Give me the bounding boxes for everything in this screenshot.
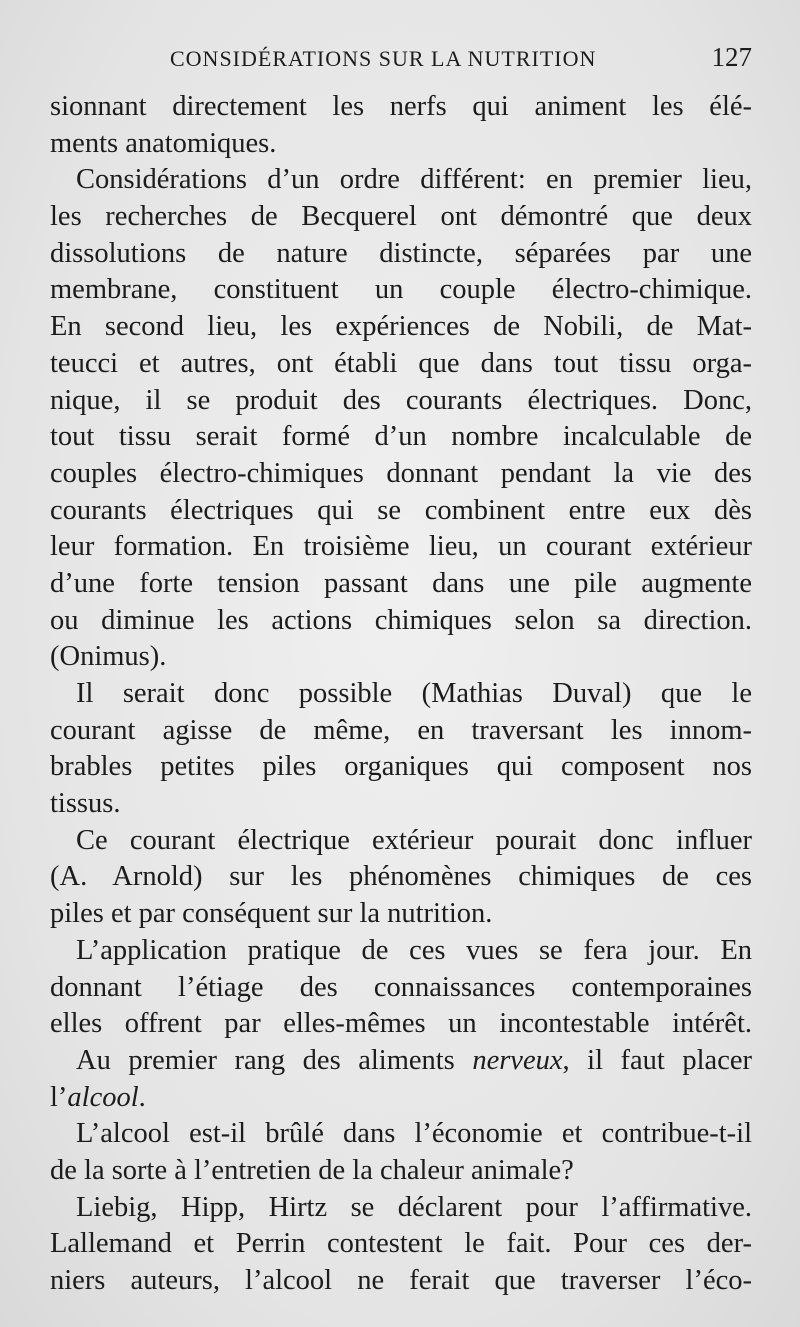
text-line (50, 1080, 752, 1117)
text-line: piles et par conséquent sur la nutrition. (50, 898, 493, 930)
text-line: les recherches de Becquerel ont démontré que deux (50, 201, 752, 233)
text-line: (A. Arnold) sur les phénomènes chimiques de ces (50, 861, 752, 893)
text-line: tissus. (50, 788, 121, 820)
text-segment: , il faut placer (562, 1044, 752, 1076)
text-line: couples électro-chimiques donnant pendant la vie des (50, 457, 752, 489)
text-line: donnant l’étiage des connaissances contemporaines (50, 971, 752, 1003)
text-line: (Onimus). (50, 641, 167, 673)
text-line: d’une forte tension passant dans une pile augmente (50, 567, 752, 599)
text-segment: . (138, 1081, 146, 1113)
text-line: Lallemand et Perrin contestent le fait. Pour ces der- (50, 1228, 752, 1260)
text-line: tout tissu serait formé d’un nombre incalculable de (50, 421, 752, 453)
text-line: En second lieu, les expériences de Nobili, de Mat- (50, 311, 752, 343)
text-line: leur formation. En troisième lieu, un courant extérieur (50, 531, 752, 563)
text-line: courant agisse de même, en traversant les innom- (50, 714, 752, 746)
page-number: 127 (711, 42, 752, 72)
book-page (50, 0, 752, 1327)
text-line: ou diminue les actions chimiques selon sa direction. (50, 604, 752, 636)
text-line: niers auteurs, l’alcool ne ferait que traverser l’éco- (50, 1265, 752, 1296)
text-line: L’application pratique de ces vues se fera jour. En (76, 934, 752, 966)
body-text (50, 89, 752, 1300)
text-line: nique, il se produit des courants électriques. Donc, (50, 384, 752, 416)
text-line (50, 1043, 752, 1080)
running-head: CONSIDÉRATIONS SUR LA NUTRITION (170, 46, 597, 71)
text-segment: Au premier rang des aliments (76, 1044, 473, 1076)
italic-term: alcool (67, 1081, 139, 1113)
text-line: L’alcool est-il brûlé dans l’économie et contribue-t-il (76, 1118, 752, 1150)
text-line: Considérations d’un ordre différent: en premier lieu, (76, 164, 752, 196)
text-line: dissolutions de nature distincte, séparées par une (50, 237, 752, 269)
page-header (50, 40, 752, 84)
text-line: ments anatomiques. (50, 127, 277, 159)
italic-term: nerveux (472, 1044, 563, 1076)
text-segment: l’ (50, 1081, 68, 1113)
text-line: membrane, constituent un couple électro-chimique. (50, 274, 752, 306)
text-line: brables petites piles organiques qui composent nos (50, 751, 752, 783)
text-line: de la sorte à l’entretien de la chaleur animale? (50, 1154, 574, 1186)
text-line: courants électriques qui se combinent entre eux dès (50, 494, 752, 526)
text-line: Ce courant électrique extérieur pourait donc influer (76, 824, 752, 856)
text-line: teucci et autres, ont établi que dans tout tissu orga- (50, 347, 752, 379)
text-line: sionnant directement les nerfs qui animent les élé- (50, 91, 752, 122)
text-line: Il serait donc possible (Mathias Duval) que le (76, 678, 752, 709)
text-line: elles offrent par elles-mêmes un incontestable intérêt. (50, 1008, 752, 1040)
text-line: Liebig, Hipp, Hirtz se déclarent pour l’affirmative. (76, 1191, 752, 1223)
